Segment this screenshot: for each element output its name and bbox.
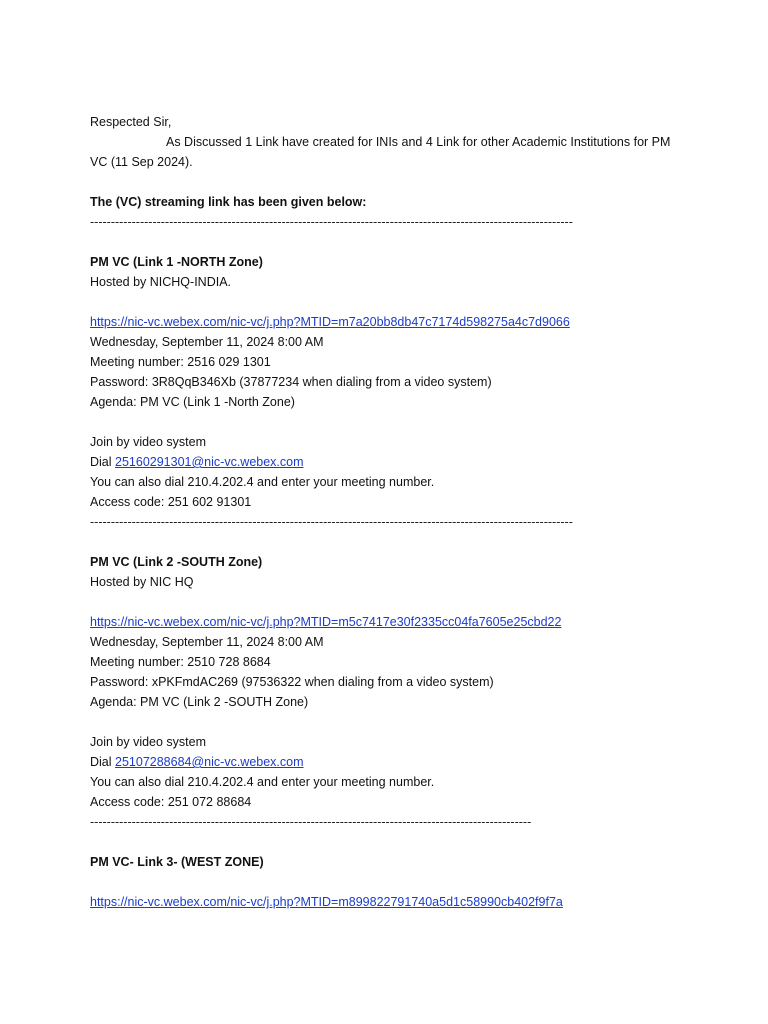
link1-agenda: Agenda: PM VC (Link 1 -North Zone) bbox=[90, 395, 295, 409]
link1-access-code: Access code: 251 602 91301 bbox=[90, 495, 252, 509]
link2-password: Password: xPKFmdAC269 (97536322 when dialing from a video system) bbox=[90, 675, 494, 689]
link2-also-dial: You can also dial 210.4.202.4 and enter your meeting number. bbox=[90, 775, 435, 789]
link1-host: Hosted by NICHQ-INDIA. bbox=[90, 275, 232, 289]
intro-line-1: As Discussed 1 Link have created for INIs and 4 Link for other Academic Institutions for PM bbox=[166, 135, 671, 149]
email-body bbox=[90, 112, 730, 912]
link1-url[interactable]: https://nic-vc.webex.com/nic-vc/j.php?MTID=m7a20bb8db47c7174d598275a4c7d9066 bbox=[90, 315, 570, 329]
link2-host: Hosted by NIC HQ bbox=[90, 575, 194, 589]
intro-line-2: VC (11 Sep 2024). bbox=[90, 155, 193, 169]
link1-dial-address[interactable]: 25160291301@nic-vc.webex.com bbox=[115, 455, 304, 469]
link1-datetime: Wednesday, September 11, 2024 8:00 AM bbox=[90, 335, 324, 349]
link1-section bbox=[90, 252, 730, 512]
link2-join-label: Join by video system bbox=[90, 735, 207, 749]
link2-section bbox=[90, 552, 730, 812]
link1-title: PM VC (Link 1 -NORTH Zone) bbox=[90, 255, 263, 269]
link2-dial-address[interactable]: 25107288684@nic-vc.webex.com bbox=[115, 755, 304, 769]
link2-dial-prefix: Dial bbox=[90, 755, 116, 769]
link1-dial-line bbox=[90, 452, 730, 472]
separator-2: -------------------------------------------------------------------------------------------------------------------- bbox=[90, 515, 573, 529]
link1-password: Password: 3R8QqB346Xb (37877234 when dialing from a video system) bbox=[90, 375, 492, 389]
link2-meeting-number: Meeting number: 2510 728 8684 bbox=[90, 655, 271, 669]
link3-url[interactable]: https://nic-vc.webex.com/nic-vc/j.php?MTID=m899822791740a5d1c58990cb402f9f7a bbox=[90, 895, 563, 909]
separator-3: ---------------------------------------------------------------------------------------------------------- bbox=[90, 815, 532, 829]
streaming-heading: The (VC) streaming link has been given below: bbox=[90, 195, 367, 209]
link2-datetime: Wednesday, September 11, 2024 8:00 AM bbox=[90, 635, 324, 649]
separator-1: -------------------------------------------------------------------------------------------------------------------- bbox=[90, 215, 573, 229]
link1-join-label: Join by video system bbox=[90, 435, 207, 449]
link2-url[interactable]: https://nic-vc.webex.com/nic-vc/j.php?MTID=m5c7417e30f2335cc04fa7605e25cbd22 bbox=[90, 615, 562, 629]
link1-also-dial: You can also dial 210.4.202.4 and enter your meeting number. bbox=[90, 475, 435, 489]
link3-title: PM VC- Link 3- (WEST ZONE) bbox=[90, 855, 264, 869]
link1-dial-prefix: Dial bbox=[90, 455, 116, 469]
link2-access-code: Access code: 251 072 88684 bbox=[90, 795, 252, 809]
link1-meeting-number: Meeting number: 2516 029 1301 bbox=[90, 355, 271, 369]
link2-title: PM VC (Link 2 -SOUTH Zone) bbox=[90, 555, 263, 569]
link2-dial-line bbox=[90, 752, 730, 772]
link2-agenda: Agenda: PM VC (Link 2 -SOUTH Zone) bbox=[90, 695, 309, 709]
greeting: Respected Sir, bbox=[90, 115, 172, 129]
link3-section bbox=[90, 852, 730, 912]
